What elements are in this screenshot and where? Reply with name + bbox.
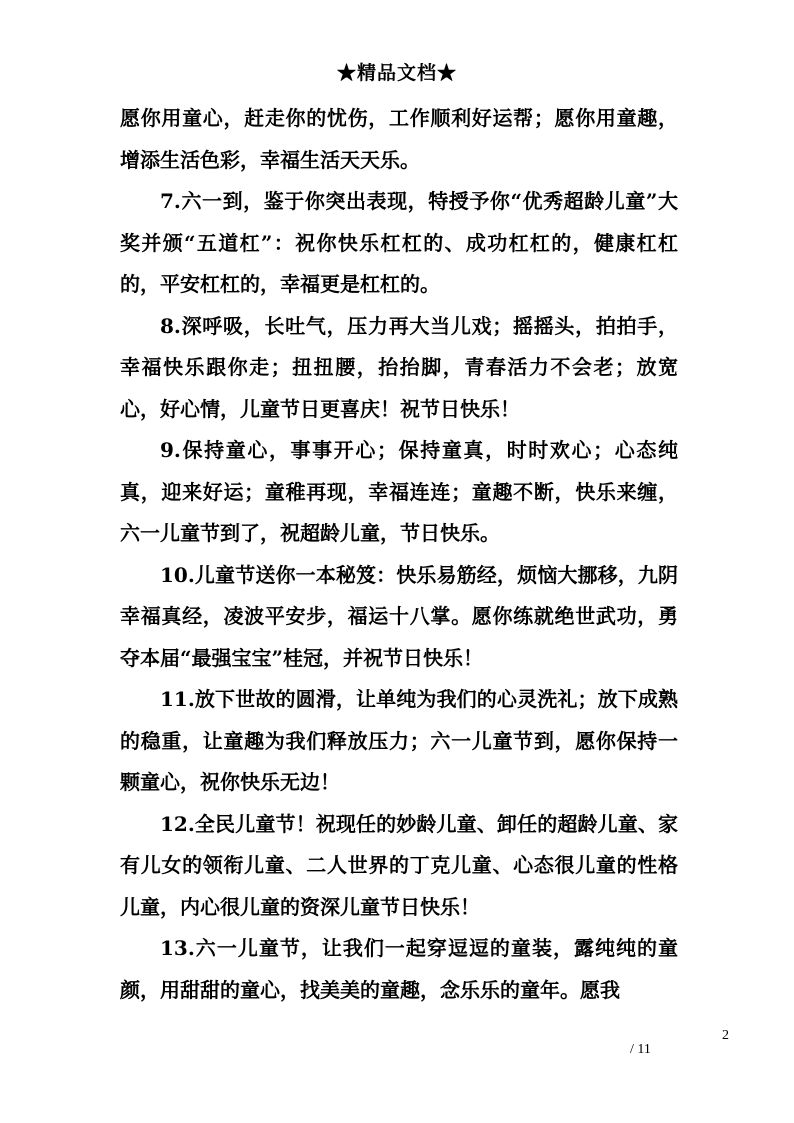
paragraph-item-7: 7.六一到，鉴于你突出表现，特授予你“优秀超龄儿童”大奖并颁“五道杠”：祝你快乐杠杠的、成功杠杠的，健康杠杠的，平安杠杠的，幸福更是杠杠的。 <box>120 189 678 296</box>
paragraph-item-8: 8.深呼吸，长吐气，压力再大当儿戏；摇摇头，拍拍手，幸福快乐跟你走；扭扭腰，抬抬脚，青春活力不会老；放宽心，好心情，儿童节日更喜庆！祝节日快乐！ <box>120 313 678 421</box>
paragraph-item-11: 11.放下世故的圆滑，让单纯为我们的心灵洗礼；放下成熟的稳重，让童趣为我们释放压力；六一儿童节到，愿你保持一颗童心，祝你快乐无边！ <box>120 687 678 794</box>
paragraph-item-12: 12.全民儿童节！祝现任的妙龄儿童、卸任的超龄儿童、家有儿女的领衔儿童、二人世界的丁克儿童、心态很儿童的性格儿童，内心很儿童的资深儿童节日快乐！ <box>120 811 678 919</box>
page-total: / 11 <box>630 1042 651 1057</box>
paragraph-item-13: 13.六一儿童节，让我们一起穿逗逗的童装，露纯纯的童颜，用甜甜的童心，找美美的童趣，念乐乐的童年。愿我 <box>120 936 678 1002</box>
document-header-title: ★精品文档★ <box>336 62 457 84</box>
paragraph-continuation: 愿你用童心，赶走你的忧伤，工作顺利好运帮；愿你用童趣，增添生活色彩，幸福生活天天乐。 <box>120 106 678 172</box>
paragraph-item-10: 10.儿童节送你一本秘笈：快乐易筋经，烦恼大挪移，九阴幸福真经，凌波平安步，福运十八掌。愿你练就绝世武功，勇夺本届“最强宝宝”桂冠，并祝节日快乐！ <box>120 562 678 670</box>
page-number: 2 <box>722 1028 729 1043</box>
document-body <box>120 98 678 1011</box>
paragraph-item-9: 9.保持童心，事事开心；保持童真，时时欢心；心态纯真，迎来好运；童稚再现，幸福连连；童趣不断，快乐来缠，六一儿童节到了，祝超龄儿童，节日快乐。 <box>120 438 678 545</box>
